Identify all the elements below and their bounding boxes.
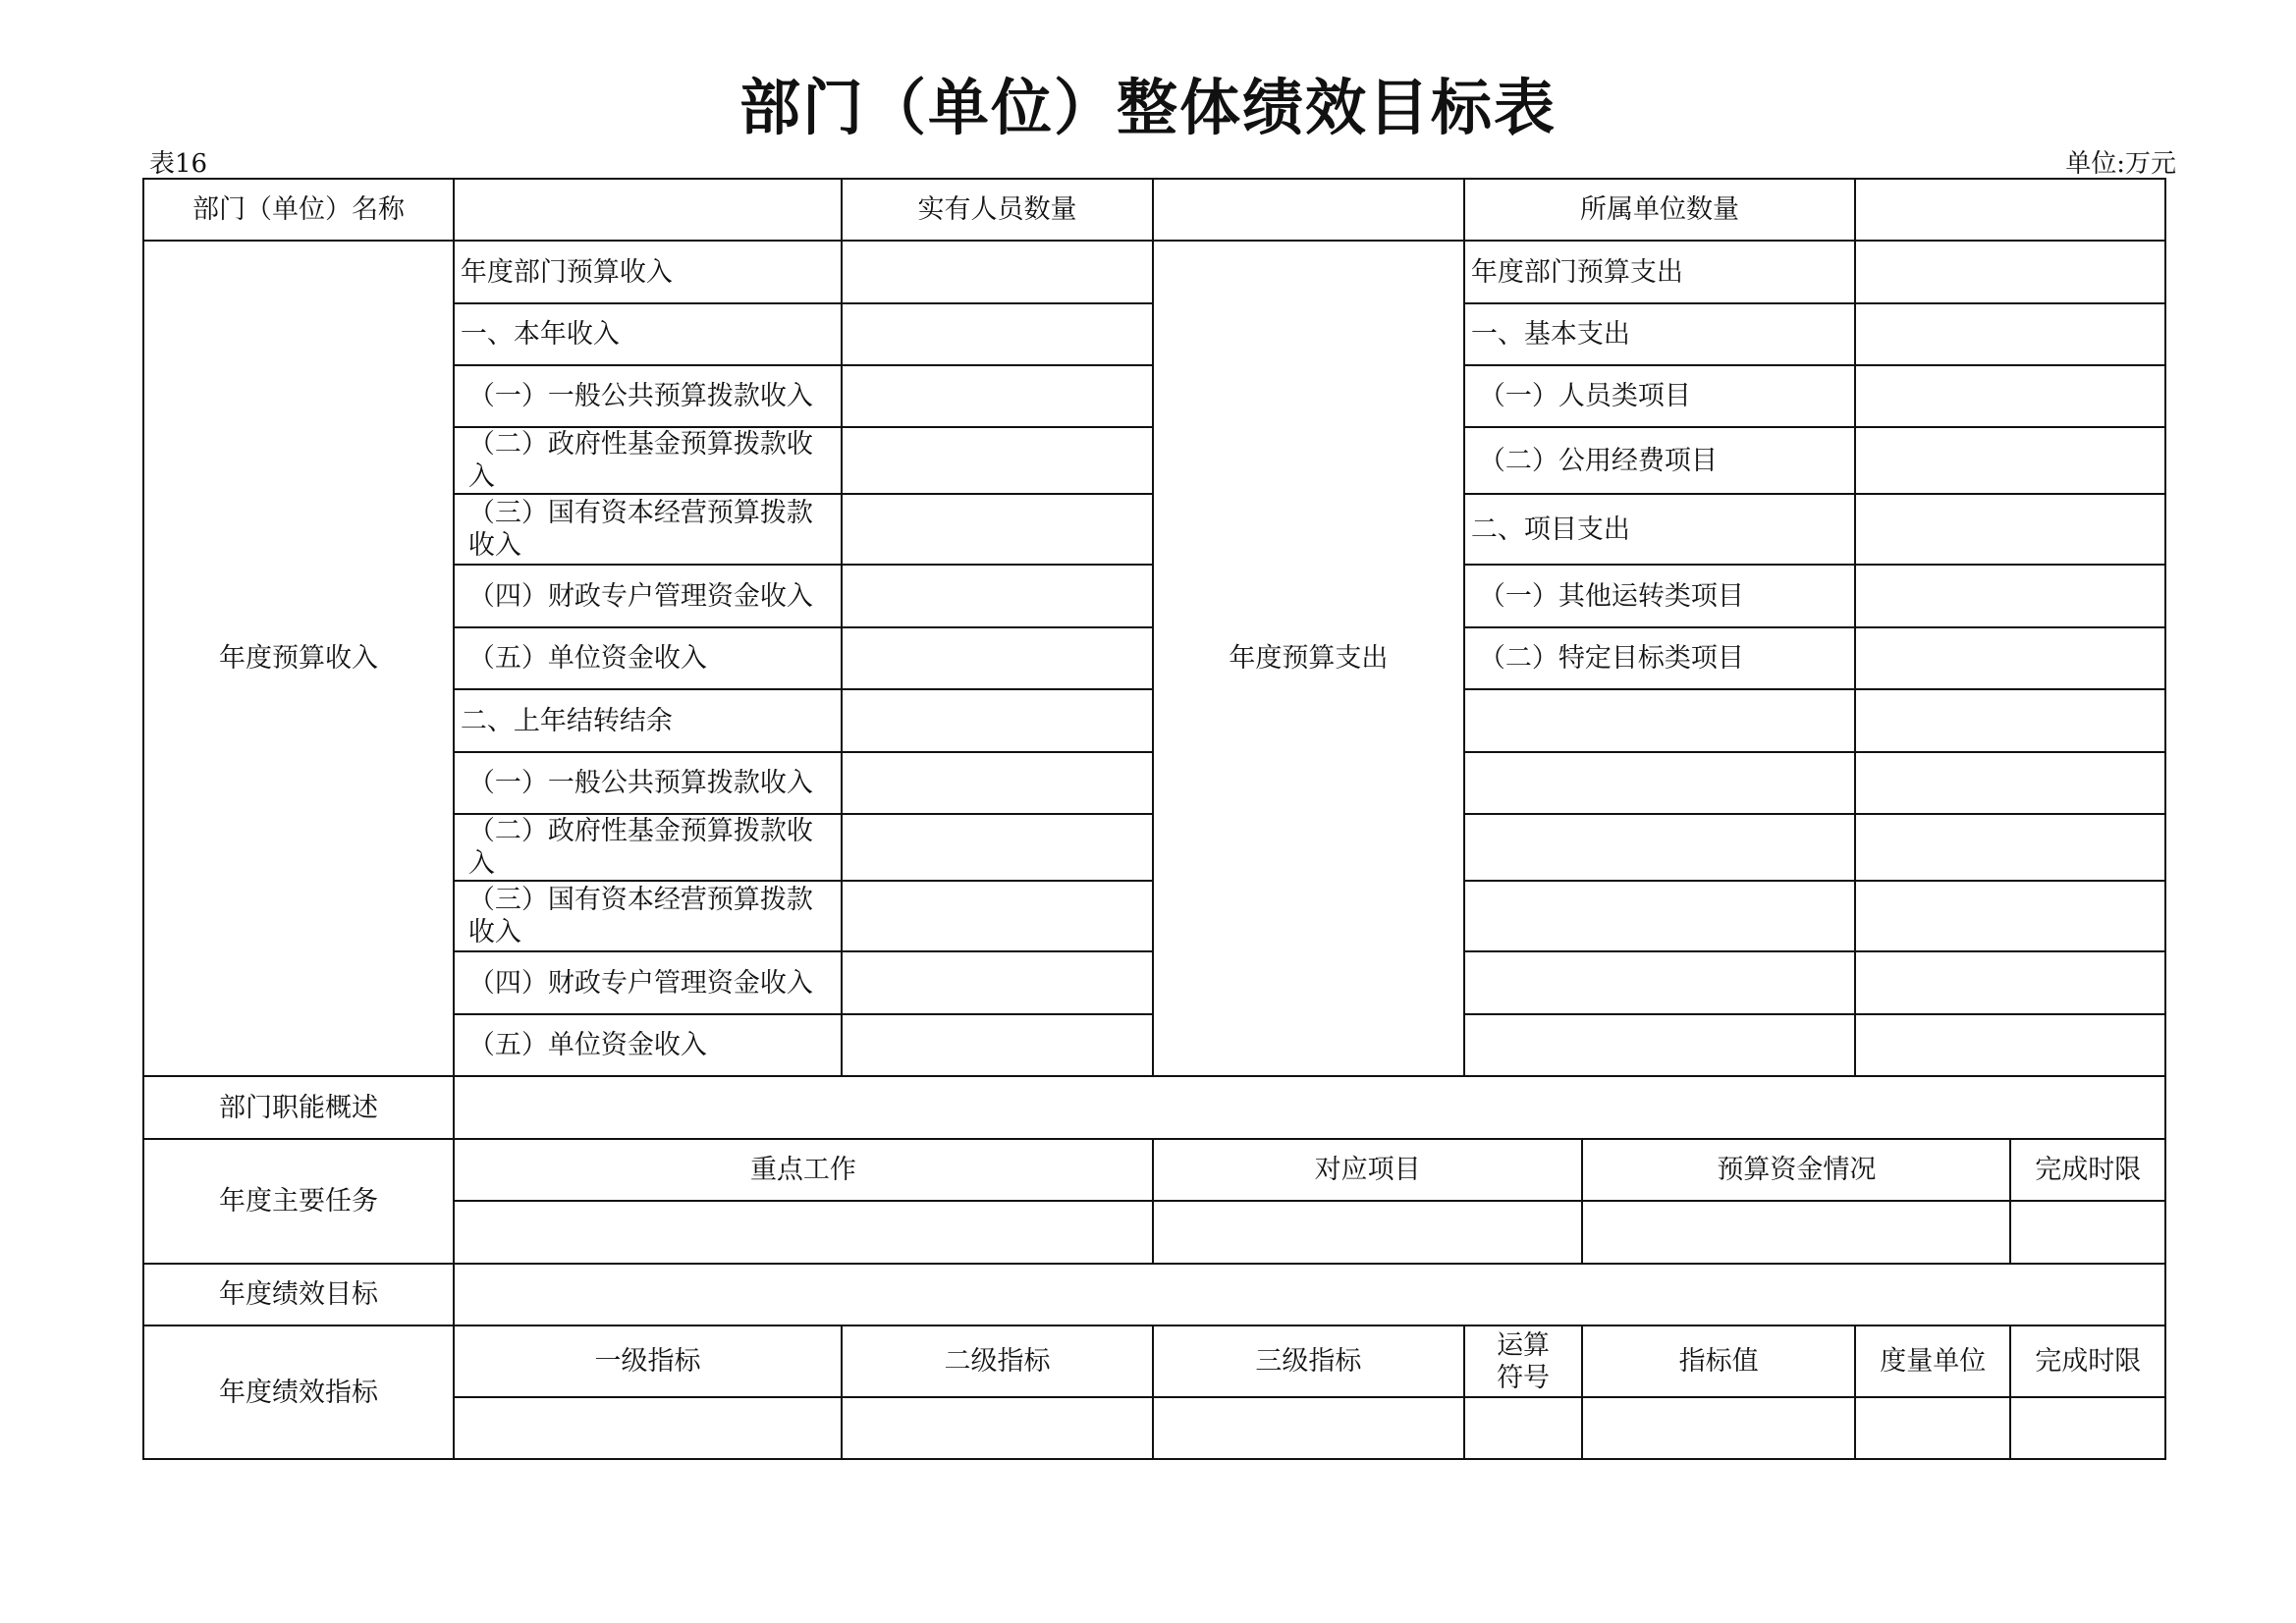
- task-project-input[interactable]: [1153, 1201, 1582, 1264]
- income-item: （二）政府性基金预算拨款收入: [454, 814, 842, 881]
- indicator-operator-input[interactable]: [1464, 1397, 1582, 1459]
- indicators-col-operator: 运算符号: [1464, 1325, 1582, 1397]
- indicator-level2-input[interactable]: [842, 1397, 1153, 1459]
- expense-item: 二、项目支出: [1464, 494, 1855, 565]
- expense-item: 一、基本支出: [1464, 303, 1855, 365]
- expense-item: （二）特定目标类项目: [1464, 627, 1855, 689]
- staff-count-value[interactable]: [1153, 179, 1464, 241]
- task-key-work-input[interactable]: [454, 1201, 1153, 1264]
- expense-item: （一）其他运转类项目: [1464, 565, 1855, 627]
- expense-item: 年度部门预算支出: [1464, 241, 1855, 303]
- tasks-col-funds: 预算资金情况: [1582, 1139, 2010, 1201]
- indicators-col-unit: 度量单位: [1855, 1325, 2010, 1397]
- targets-row: [143, 1264, 2165, 1325]
- task-funds-input[interactable]: [1582, 1201, 2010, 1264]
- expense-item: [1464, 752, 1855, 814]
- expense-item: [1464, 1014, 1855, 1076]
- tasks-label: 年度主要任务: [143, 1139, 454, 1264]
- staff-count-label: 实有人员数量: [842, 179, 1153, 241]
- indicators-header-row: [143, 1325, 2165, 1397]
- expense-value[interactable]: [1855, 365, 2165, 427]
- expense-value[interactable]: [1855, 241, 2165, 303]
- expense-value[interactable]: [1855, 1014, 2165, 1076]
- expense-item: [1464, 951, 1855, 1014]
- expense-value[interactable]: [1855, 494, 2165, 565]
- indicators-col-level3: 三级指标: [1153, 1325, 1464, 1397]
- income-value[interactable]: [842, 427, 1153, 494]
- expense-item: （二）公用经费项目: [1464, 427, 1855, 494]
- income-value[interactable]: [842, 365, 1153, 427]
- indicators-col-value: 指标值: [1582, 1325, 1855, 1397]
- indicator-level1-input[interactable]: [454, 1397, 842, 1459]
- income-value[interactable]: [842, 627, 1153, 689]
- task-deadline-input[interactable]: [2010, 1201, 2165, 1264]
- expense-value[interactable]: [1855, 814, 2165, 881]
- functions-value[interactable]: [454, 1076, 2165, 1139]
- income-item: （二）政府性基金预算拨款收入: [454, 427, 842, 494]
- income-value[interactable]: [842, 241, 1153, 303]
- income-value[interactable]: [842, 814, 1153, 881]
- income-item: 二、上年结转结余: [454, 689, 842, 752]
- expense-item: [1464, 881, 1855, 951]
- targets-value[interactable]: [454, 1264, 2165, 1325]
- subunit-count-label: 所属单位数量: [1464, 179, 1855, 241]
- income-value[interactable]: [842, 1014, 1153, 1076]
- income-value[interactable]: [842, 951, 1153, 1014]
- subunit-count-value[interactable]: [1855, 179, 2165, 241]
- income-item: 一、本年收入: [454, 303, 842, 365]
- income-value[interactable]: [842, 565, 1153, 627]
- income-value[interactable]: [842, 303, 1153, 365]
- expense-value[interactable]: [1855, 951, 2165, 1014]
- indicator-deadline-input[interactable]: [2010, 1397, 2165, 1459]
- expense-value[interactable]: [1855, 303, 2165, 365]
- header-row: [143, 179, 2165, 241]
- income-item: （三）国有资本经营预算拨款收入: [454, 494, 842, 565]
- income-value[interactable]: [842, 689, 1153, 752]
- indicators-col-level2: 二级指标: [842, 1325, 1153, 1397]
- income-item: （五）单位资金收入: [454, 627, 842, 689]
- expense-item: [1464, 689, 1855, 752]
- budget-row: [143, 241, 2165, 303]
- income-value[interactable]: [842, 494, 1153, 565]
- performance-target-table: [142, 178, 2166, 1460]
- income-value[interactable]: [842, 881, 1153, 951]
- income-item: （四）财政专户管理资金收入: [454, 565, 842, 627]
- targets-label: 年度绩效目标: [143, 1264, 454, 1325]
- indicator-level3-input[interactable]: [1153, 1397, 1464, 1459]
- expense-value[interactable]: [1855, 565, 2165, 627]
- tasks-col-deadline: 完成时限: [2010, 1139, 2165, 1201]
- functions-label: 部门职能概述: [143, 1076, 454, 1139]
- income-section-label: 年度预算收入: [143, 241, 454, 1076]
- page-title: 部门（单位）整体绩效目标表: [738, 72, 1557, 143]
- tasks-col-project: 对应项目: [1153, 1139, 1582, 1201]
- indicator-unit-input[interactable]: [1855, 1397, 2010, 1459]
- unit-label: 单位:万元: [2065, 149, 2176, 179]
- dept-name-label: 部门（单位）名称: [143, 179, 454, 241]
- income-value[interactable]: [842, 752, 1153, 814]
- dept-name-value[interactable]: [454, 179, 842, 241]
- income-item: （四）财政专户管理资金收入: [454, 951, 842, 1014]
- expense-section-label: 年度预算支出: [1153, 241, 1464, 1076]
- income-item: （一）一般公共预算拨款收入: [454, 365, 842, 427]
- expense-value[interactable]: [1855, 627, 2165, 689]
- expense-value[interactable]: [1855, 689, 2165, 752]
- table-number: 表16: [149, 149, 208, 179]
- income-item: （五）单位资金收入: [454, 1014, 842, 1076]
- tasks-header-row: [143, 1139, 2165, 1201]
- income-item: （三）国有资本经营预算拨款收入: [454, 881, 842, 951]
- indicators-col-deadline: 完成时限: [2010, 1325, 2165, 1397]
- expense-item: （一）人员类项目: [1464, 365, 1855, 427]
- indicators-label: 年度绩效指标: [143, 1325, 454, 1459]
- expense-item: [1464, 814, 1855, 881]
- income-item: （一）一般公共预算拨款收入: [454, 752, 842, 814]
- expense-value[interactable]: [1855, 752, 2165, 814]
- expense-value[interactable]: [1855, 881, 2165, 951]
- indicators-col-level1: 一级指标: [454, 1325, 842, 1397]
- expense-value[interactable]: [1855, 427, 2165, 494]
- functions-row: [143, 1076, 2165, 1139]
- indicator-value-input[interactable]: [1582, 1397, 1855, 1459]
- tasks-col-key-work: 重点工作: [454, 1139, 1153, 1201]
- income-item: 年度部门预算收入: [454, 241, 842, 303]
